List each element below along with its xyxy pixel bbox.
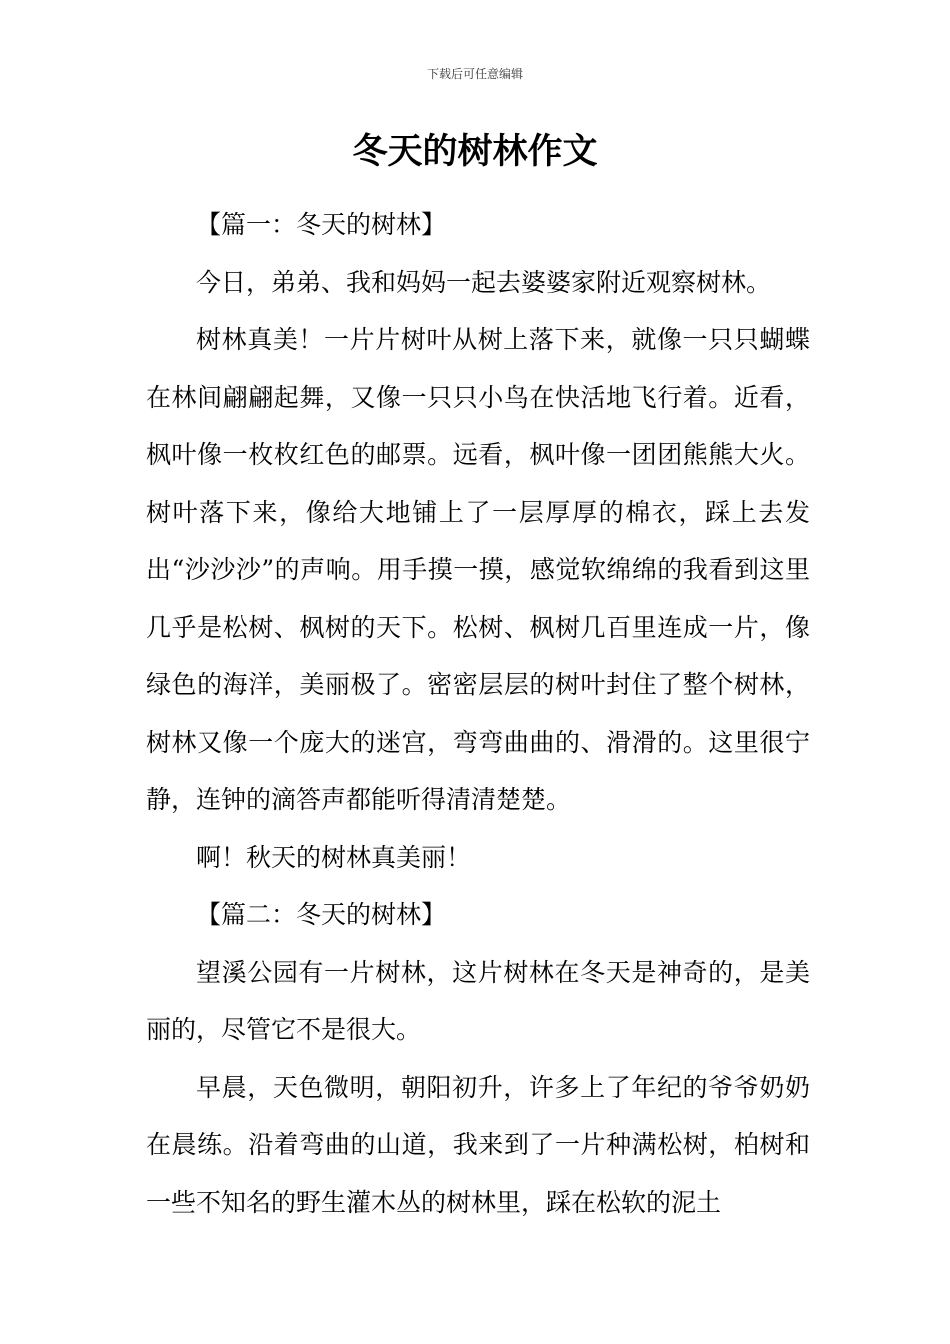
paragraph: 今日，弟弟、我和妈妈一起去婆婆家附近观察树林。: [196, 267, 772, 297]
document-title: 冬天的树林作文: [352, 132, 598, 172]
paragraph: 早晨，天色微明，朝阳初升，许多上了年纪的爷爷奶奶在晨练。沿着弯曲的山道，我来到了一片种满松树，柏树和一些不知名的野生灌木丛的树林里，踩在松软的泥土: [146, 1072, 810, 1217]
document-body: [146, 196, 810, 1231]
paragraph: 树林真美！一片片树叶从树上落下来，就像一只只蝴蝶在林间翩翩起舞，又像一只只小鸟在快活地飞行着。近看，枫叶像一枚枚红色的邮票。远看，枫叶像一团团熊熊大火。树叶落下来，像给大地铺上了一层厚厚的棉衣，踩上去发出“沙沙沙”的声响。用手摸一摸，感觉软绵绵的我看到这里几乎是松树、枫树的天下。松树、枫树几百里连成一片，像绿色的海洋，美丽极了。密密层层的树叶封住了整个树林，树林又像一个庞大的迷宫，弯弯曲曲的、滑滑的。这里很宁静，连钟的滴答声都能听得清清楚楚。: [146, 325, 810, 814]
paragraph: 啊！秋天的树林真美丽！: [196, 842, 472, 872]
paragraph: 望溪公园有一片树林，这片树林在冬天是神奇的，是美丽的，尽管它不是很大。: [146, 957, 810, 1044]
section-heading-2: 【篇二：冬天的树林】: [196, 900, 447, 929]
section-heading-1: 【篇一：冬天的树林】: [196, 210, 447, 239]
header-note: 下载后可任意编辑: [426, 67, 523, 81]
